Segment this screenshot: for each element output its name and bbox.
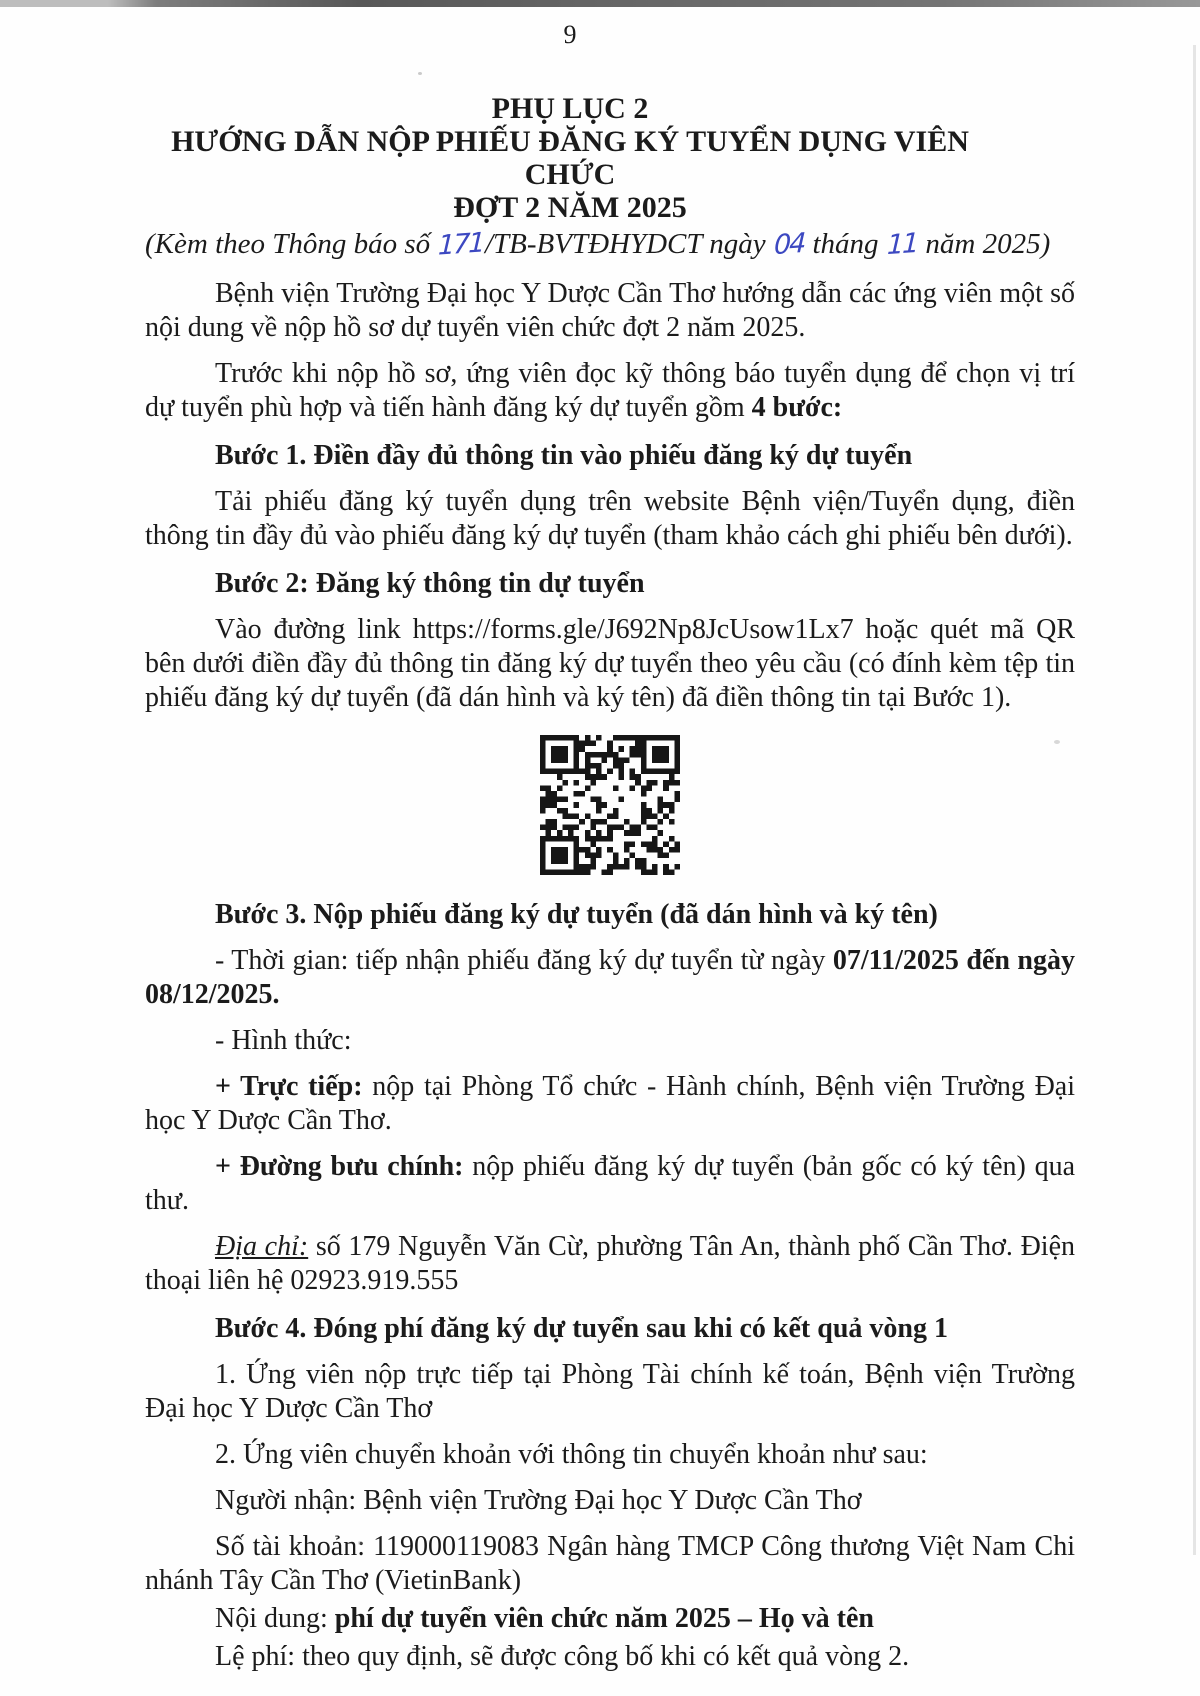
transfer-content-label: Nội dung: <box>215 1603 335 1634</box>
fee-paragraph: Lệ phí: theo quy định, sẽ được công bố khi có kết quả vòng 2. <box>215 1641 910 1672</box>
method-postal-text: nộp phiếu đăng ký dự tuyển (bản gốc có ký tên) qua thư. <box>145 1151 1075 1216</box>
step-3-time-paragraph <box>145 944 1075 1012</box>
scan-artifact-right-edge <box>1193 45 1196 1555</box>
qr-code-container <box>145 735 1075 884</box>
appendix-title: PHỤ LỤC 2 <box>491 92 649 125</box>
step-2-text-post: hoặc quét mã QR bên dưới điền đầy đủ thông tin đăng ký dự tuyển theo yêu cầu (có đính kèm tệp tin phiếu đăng ký dự tuyển (đã dán hình và ký tên) đã điền thông tin tại Bước 1). <box>145 614 1075 713</box>
step-3-time-text: - Thời gian: tiếp nhận phiếu đăng ký dự tuyển từ ngày <box>215 945 833 976</box>
paragraph-before-steps-text: Trước khi nộp hồ sơ, ứng viên đọc kỹ thông báo tuyển dụng để chọn vị trí dự tuyển phù hợp và tiến hành đăng ký dự tuyển gồm <box>145 358 1075 423</box>
transfer-content-bold: phí dự tuyển viên chức năm 2025 – Họ và tên <box>334 1603 874 1634</box>
scan-speck <box>358 1541 362 1545</box>
four-steps-bold: 4 bước: <box>751 392 843 423</box>
document-header <box>145 92 1051 263</box>
method-direct-text: nộp tại Phòng Tổ chức - Hành chính, Bệnh viện Trường Đại học Y Dược Cần Thơ. <box>145 1071 1075 1136</box>
step-1-paragraph: Tải phiếu đăng ký tuyển dụng trên website Bệnh viện/Tuyển dụng, điền thông tin đầy đủ vào phiếu đăng ký dự tuyển (tham khảo cách ghi phiếu bên dưới). <box>145 486 1075 551</box>
paragraph-before-steps <box>145 357 1075 425</box>
qr-code-image <box>537 735 683 875</box>
step-2-paragraph <box>145 613 1075 715</box>
step-3-heading: Bước 3. Nộp phiếu đăng ký dự tuyển (đã dán hình và ký tên) <box>215 899 938 930</box>
notice-number-handwritten: 171 <box>437 227 485 262</box>
deadline-dates-bold: 07/11/2025 đến ngày 08/12/2025. <box>145 945 1075 1010</box>
payment-direct-paragraph: 1. Ứng viên nộp trực tiếp tại Phòng Tài chính kế toán, Bệnh viện Trường Đại học Y Dược Cần Thơ <box>145 1359 1075 1424</box>
step-4-heading: Bước 4. Đóng phí đăng ký dự tuyển sau khi có kết quả vòng 1 <box>215 1313 948 1344</box>
attachment-note-prefix: (Kèm theo Thông báo số <box>145 228 438 260</box>
paragraph-intro: Bệnh viện Trường Đại học Y Dược Cần Thơ hướng dẫn các ứng viên một số nội dung về nộp hồ sơ dự tuyển viên chức đợt 2 năm 2025. <box>145 278 1075 343</box>
scan-speck <box>1054 740 1060 744</box>
address-paragraph <box>145 1230 1075 1298</box>
page-number: 9 <box>563 20 577 49</box>
document-body <box>145 277 1075 1674</box>
step-3-method-label: - Hình thức: <box>215 1025 352 1056</box>
method-postal-bold: + Đường bưu chính: <box>215 1151 464 1182</box>
step-2-text-pre: Vào đường link <box>215 614 413 645</box>
document-title: HƯỚNG DẪN NỘP PHIẾU ĐĂNG KÝ TUYỂN DỤNG VIÊN CHỨC <box>171 125 969 191</box>
method-direct-bold: + Trực tiếp: <box>215 1071 363 1102</box>
attachment-note-mid2: tháng <box>805 228 886 260</box>
attachment-note-mid1: /TB-BVTĐHYDCT ngày <box>484 228 773 260</box>
payment-transfer-paragraph: 2. Ứng viên chuyển khoản với thông tin chuyển khoản như sau: <box>215 1439 928 1470</box>
method-postal-paragraph <box>145 1150 1075 1218</box>
recipient-paragraph: Người nhận: Bệnh viện Trường Đại học Y Dược Cần Thơ <box>215 1485 862 1516</box>
transfer-content-paragraph <box>145 1602 1075 1636</box>
step-1-heading: Bước 1. Điền đầy đủ thông tin vào phiếu đăng ký dự tuyển <box>215 440 913 471</box>
notice-month-handwritten: 11 <box>886 227 918 262</box>
step-2-heading: Bước 2: Đăng ký thông tin dự tuyển <box>215 568 645 599</box>
scan-speck <box>418 72 422 75</box>
account-paragraph: Số tài khoản: 119000119083 Ngân hàng TMCP Công thương Việt Nam Chi nhánh Tây Cần Thơ (VietinBank) <box>145 1531 1075 1596</box>
method-direct-paragraph <box>145 1070 1075 1138</box>
address-text: số 179 Nguyễn Văn Cừ, phường Tân An, thành phố Cần Thơ. Điện thoại liên hệ 02923.919.555 <box>145 1231 1075 1296</box>
scan-artifact-top-bar <box>0 0 1200 7</box>
address-label: Địa chỉ: <box>215 1231 309 1262</box>
round-title: ĐỢT 2 NĂM 2025 <box>453 191 687 224</box>
attachment-note <box>145 226 1051 263</box>
attachment-note-suffix: năm 2025) <box>918 228 1051 260</box>
registration-form-url: https://forms.gle/J692Np8JcUsow1Lx7 <box>412 614 854 645</box>
notice-day-handwritten: 04 <box>773 227 805 262</box>
